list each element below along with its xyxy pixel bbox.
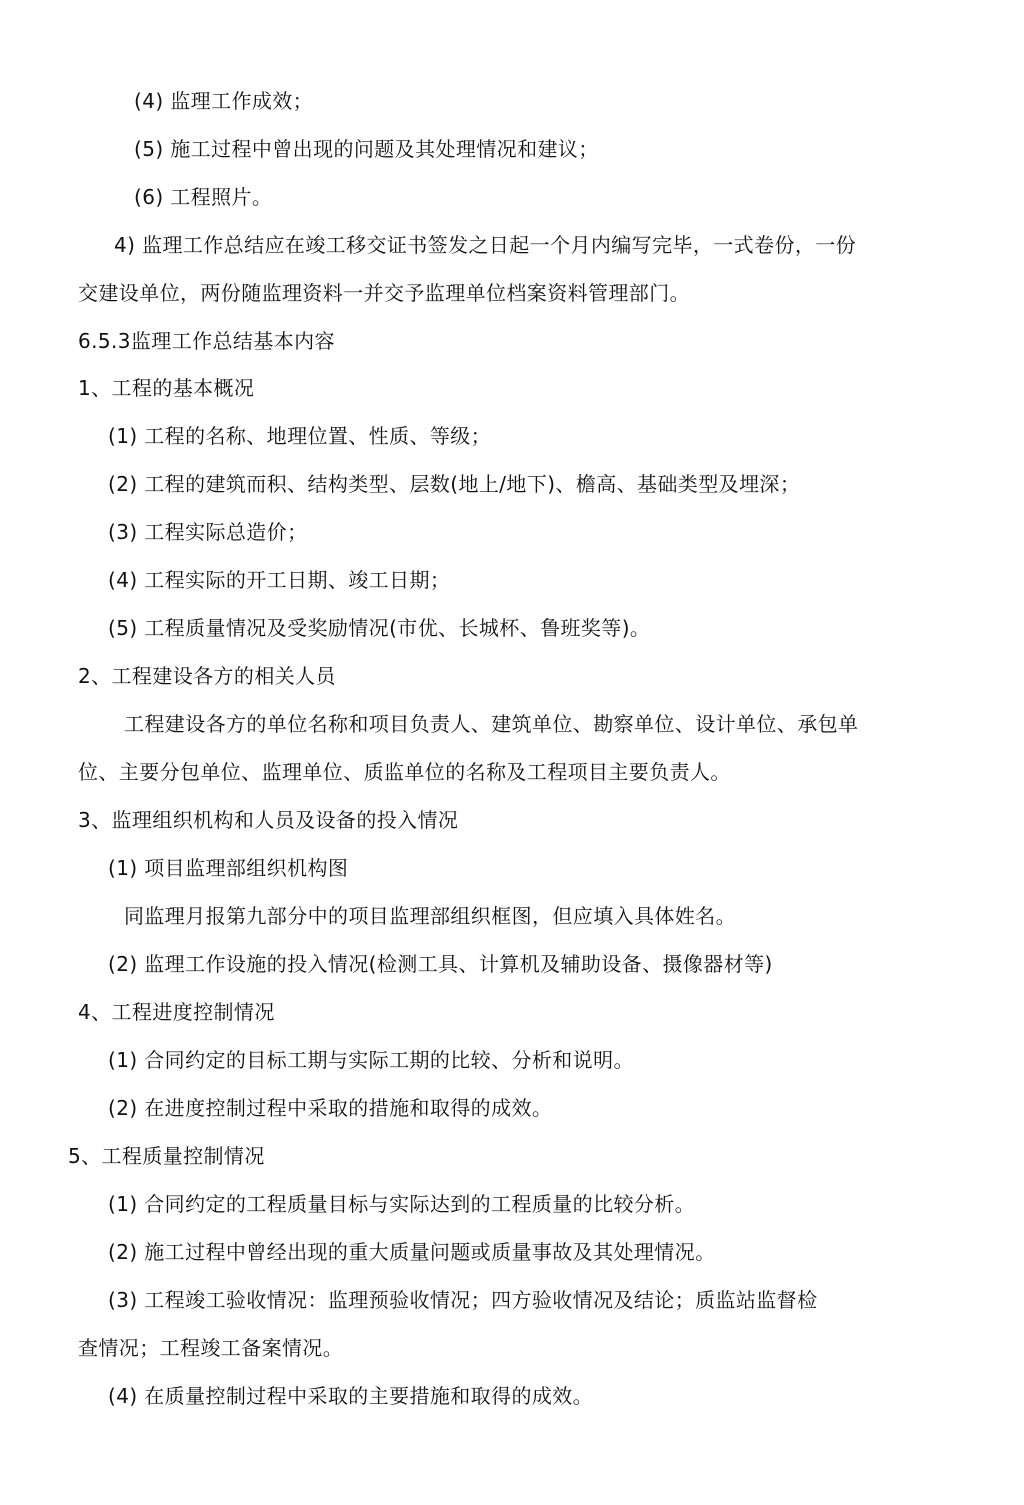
heading-3-organization: 3、监理组织机构和人员及设备的投入情况 (78, 808, 459, 832)
paragraph-4-line-1: 4) 监理工作总结应在竣工移交证书签发之日起一个月内编写完毕，一式卷份，一份 (114, 233, 857, 257)
item-5-4: (4) 在质量控制过程中采取的主要措施和取得的成效。 (108, 1384, 594, 1408)
item-1-4: (4) 工程实际的开工日期、竣工日期； (108, 568, 451, 592)
heading-2-parties: 2、工程建设各方的相关人员 (78, 664, 336, 688)
item-3-1: (1) 项目监理部组织机构图 (108, 856, 349, 880)
item-1-3: (3) 工程实际总造价； (108, 520, 308, 544)
paragraph-3-note: 同监理月报第九部分中的项目监理部组织框图，但应填入具体姓名。 (124, 904, 736, 928)
paragraph-4-line-2: 交建设单位，两份随监理资料一并交予监理单位档案资料管理部门。 (78, 281, 690, 305)
item-4-2: (2) 在进度控制过程中采取的措施和取得的成效。 (108, 1096, 553, 1120)
item-1-2: (2) 工程的建筑而积、结构类型、层数(地上/地下)、檐高、基础类型及埋深； (108, 472, 801, 496)
item-4-1: (1) 合同约定的目标工期与实际工期的比较、分析和说明。 (108, 1048, 634, 1072)
item-6-photos: (6) 工程照片。 (134, 185, 273, 209)
heading-1-basic-overview: 1、工程的基本概况 (78, 376, 255, 400)
item-5-3-line-1: (3) 工程竣工验收情况：监理预验收情况；四方验收情况及结论；质监站监督检 (108, 1288, 818, 1312)
item-3-2: (2) 监理工作设施的投入情况(检测工具、计算机及辅助设备、摄像器材等) (108, 952, 773, 976)
item-1-1: (1) 工程的名称、地理位置、性质、等级； (108, 424, 492, 448)
item-1-5: (5) 工程质量情况及受奖励情况(市优、长城杯、鲁班奖等)。 (108, 616, 651, 640)
paragraph-2-line-1: 工程建设各方的单位名称和项目负责人、建筑单位、勘察单位、设计单位、承包单 (124, 712, 859, 736)
item-5-3-line-2: 查情况；工程竣工备案情况。 (78, 1336, 344, 1360)
heading-4-schedule-control: 4、工程进度控制情况 (78, 1000, 275, 1024)
item-5-problems-and-suggestions: (5) 施工过程中曾出现的问题及其处理情况和建议； (134, 137, 599, 161)
item-4-work-results: (4) 监理工作成效； (134, 89, 314, 113)
paragraph-2-line-2: 位、主要分包单位、监理单位、质监单位的名称及工程项目主要负责人。 (78, 760, 731, 784)
item-5-1: (1) 合同约定的工程质量目标与实际达到的工程质量的比较分析。 (108, 1192, 696, 1216)
section-heading-6-5-3: 6.5.3监理工作总结基本内容 (78, 329, 335, 353)
heading-5-quality-control: 5、工程质量控制情况 (68, 1144, 265, 1168)
item-5-2: (2) 施工过程中曾经出现的重大质量问题或质量事故及其处理情况。 (108, 1240, 716, 1264)
